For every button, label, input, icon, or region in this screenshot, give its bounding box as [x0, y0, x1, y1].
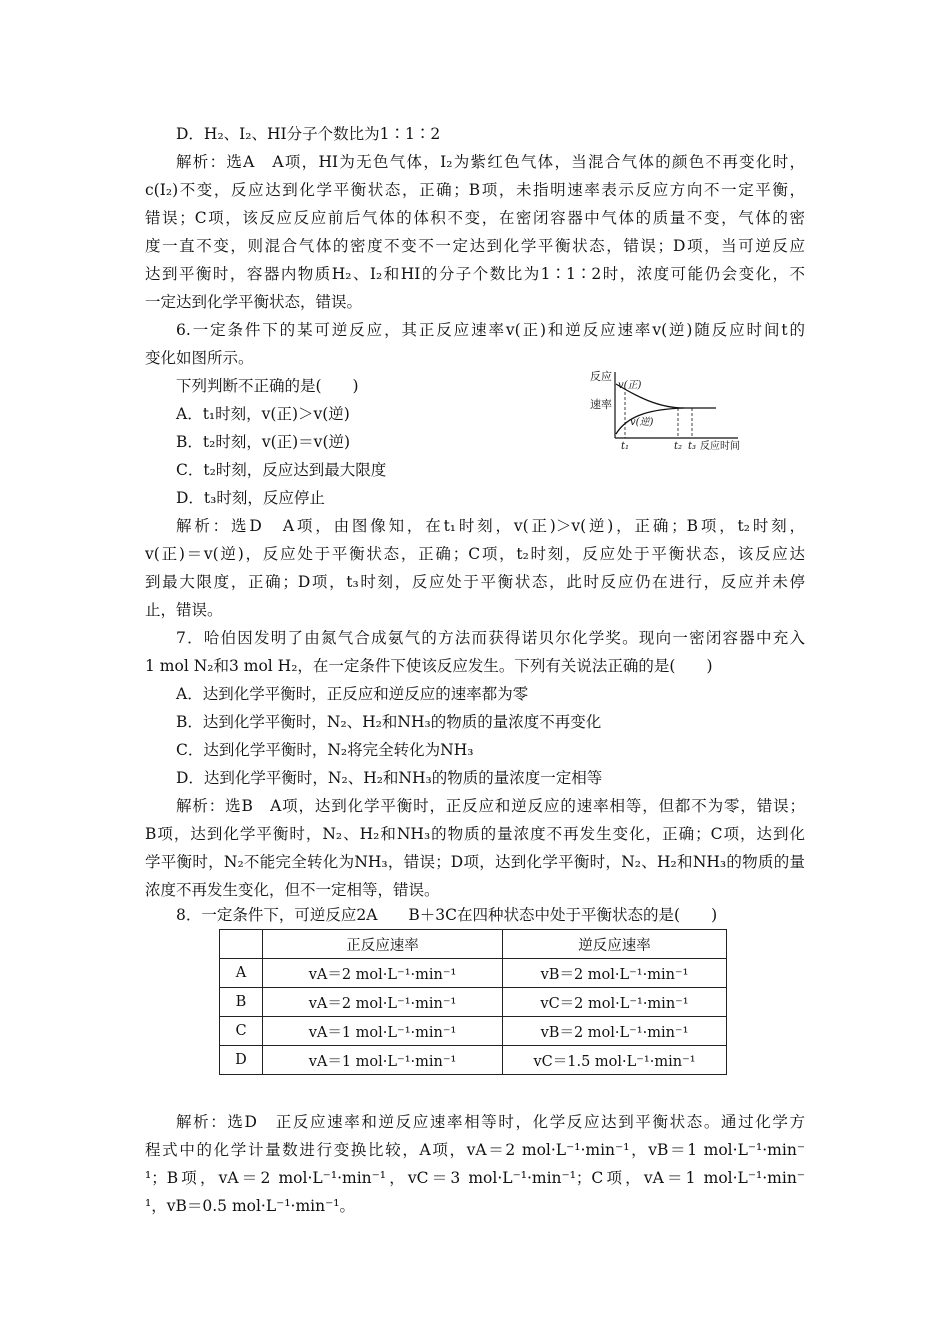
option-d-q7: D．达到化学平衡时，N₂、H₂和NH₃的物质的量浓度一定相等 [176, 769, 603, 787]
t1-label: t₁ [621, 441, 630, 452]
analysis-q6-line4: 止，错误。 [145, 601, 223, 619]
table-header-row [220, 930, 727, 959]
analysis-q5-line6: 一定达到化学平衡状态，错误。 [145, 293, 363, 311]
question-8-stem: 8．一定条件下，可逆反应2A B＋3C在四种状态中处于平衡状态的是( ) [176, 906, 718, 924]
option-a-q7: A．达到化学平衡时，正反应和逆反应的速率都为零 [176, 685, 529, 703]
table-cell: vC＝2 mol·L⁻¹·min⁻¹ [503, 988, 727, 1017]
analysis-q7-line1: 解析：选B A项，达到化学平衡时，正反应和逆反应的速率相等，但都不为零，错误； [176, 797, 805, 815]
table-cell: vA＝2 mol·L⁻¹·min⁻¹ [263, 959, 503, 988]
analysis-q6-line3: 到最大限度，正确；D项，t₃时刻，反应处于平衡状态，此时反应仍在进行，反应并未停 [145, 573, 805, 591]
forward-rate-label: v(正) [618, 380, 642, 391]
analysis-q6-line2: v(正)＝v(逆)，反应处于平衡状态，正确；C项，t₂时刻，反应处于平衡状态，该反应达 [145, 545, 805, 563]
graph-ylabel-2: 速率 [590, 398, 612, 411]
graph-xlabel: 反应时间 [700, 441, 740, 452]
table-row [220, 988, 727, 1017]
rate-table [219, 929, 727, 1075]
analysis-q8-line4: ¹，vB＝0.5 mol·L⁻¹·min⁻¹。 [145, 1197, 355, 1215]
graph-ylabel-1: 反应 [590, 370, 612, 383]
analysis-q5-line4: 度一直不变，则混合气体的密度不变不一定达到化学平衡状态，错误；D项，当可逆反应 [145, 237, 805, 255]
reverse-rate-label: v(逆) [630, 417, 654, 428]
table-cell: vB＝2 mol·L⁻¹·min⁻¹ [503, 1017, 727, 1046]
analysis-q6-line1: 解析：选D A项，由图像知，在t₁时刻，v(正)＞v(逆)，正确；B项，t₂时刻， [176, 517, 805, 535]
table-cell: vC＝1.5 mol·L⁻¹·min⁻¹ [503, 1046, 727, 1075]
rate-time-graph [588, 368, 758, 454]
table-row [220, 1017, 727, 1046]
table-cell: vA＝1 mol·L⁻¹·min⁻¹ [263, 1046, 503, 1075]
analysis-q8-line1: 解析：选D 正反应速率和逆反应速率相等时，化学反应达到平衡状态。通过化学方 [176, 1113, 805, 1131]
table-header-cell [220, 930, 263, 959]
question-7-stem: 7．哈伯因发明了由氮气合成氨气的方法而获得诺贝尔化学奖。现向一密闭容器中充入 [176, 629, 805, 647]
table-row [220, 959, 727, 988]
question-6-prompt: 下列判断不正确的是( ) [176, 377, 359, 395]
analysis-q5-line5: 达到平衡时，容器内物质H₂、I₂和HI的分子个数比为1∶1∶2时，浓度可能仍会变化，不 [145, 265, 805, 283]
option-d-q6: D．t₃时刻，反应停止 [176, 489, 325, 507]
table-cell: A [220, 959, 263, 988]
analysis-q5-line3: 错误；C项，该反应反应前后气体的体积不变，在密闭容器中气体的质量不变，气体的密 [145, 209, 805, 227]
table-cell: vA＝2 mol·L⁻¹·min⁻¹ [263, 988, 503, 1017]
analysis-q5-line2: c(I₂)不变，反应达到化学平衡状态，正确；B项，未指明速率表示反应方向不一定平衡， [145, 181, 805, 199]
analysis-q8-line2: 程式中的化学计量数进行变换比较，A项，vA＝2 mol·L⁻¹·min⁻¹，vB＝1 mol·L⁻¹·min⁻ [145, 1141, 805, 1159]
analysis-q7-line4: 浓度不再发生变化，但不一定相等，错误。 [145, 881, 440, 899]
analysis-q7-line3: 学平衡时，N₂不能完全转化为NH₃，错误；D项，达到化学平衡时，N₂、H₂和NH₃的物质的量 [145, 853, 805, 871]
t2-label: t₂ [674, 441, 683, 452]
analysis-q5-line1: 解析：选A A项，HI为无色气体，I₂为紫红色气体，当混合气体的颜色不再变化时， [176, 153, 805, 171]
option-b-q6: B．t₂时刻，v(正)＝v(逆) [176, 433, 351, 451]
option-c-q6: C．t₂时刻，反应达到最大限度 [176, 461, 387, 479]
question-7-stem-2: 1 mol N₂和3 mol H₂，在一定条件下使该反应发生。下列有关说法正确的是( ) [145, 657, 713, 675]
table-row [220, 1046, 727, 1075]
option-a-q6: A．t₁时刻，v(正)＞v(逆) [176, 405, 350, 423]
table-cell: B [220, 988, 263, 1017]
table-cell: vA＝1 mol·L⁻¹·min⁻¹ [263, 1017, 503, 1046]
option-c-q7: C．达到化学平衡时，N₂将完全转化为NH₃ [176, 741, 474, 759]
t3-label: t₃ [688, 441, 697, 452]
question-6-stem-2: 变化如图所示。 [145, 349, 254, 367]
table-header-cell: 逆反应速率 [503, 930, 727, 959]
analysis-q8-line3: ¹；B项，vA＝2 mol·L⁻¹·min⁻¹，vC＝3 mol·L⁻¹·min⁻¹；C项，vA＝1 mol·L⁻¹·min⁻ [145, 1169, 805, 1187]
question-6-stem: 6.一定条件下的某可逆反应，其正反应速率v(正)和逆反应速率v(逆)随反应时间t的 [176, 321, 805, 339]
table-header-cell: 正反应速率 [263, 930, 503, 959]
option-d-q5: D．H₂、I₂、HI分子个数比为1∶1∶2 [176, 125, 441, 143]
table-cell: C [220, 1017, 263, 1046]
table-cell: D [220, 1046, 263, 1075]
table-cell: vB＝2 mol·L⁻¹·min⁻¹ [503, 959, 727, 988]
analysis-q7-line2: B项，达到化学平衡时，N₂、H₂和NH₃的物质的量浓度不再发生变化，正确；C项，达到化 [145, 825, 805, 843]
option-b-q7: B．达到化学平衡时，N₂、H₂和NH₃的物质的量浓度不再变化 [176, 713, 602, 731]
